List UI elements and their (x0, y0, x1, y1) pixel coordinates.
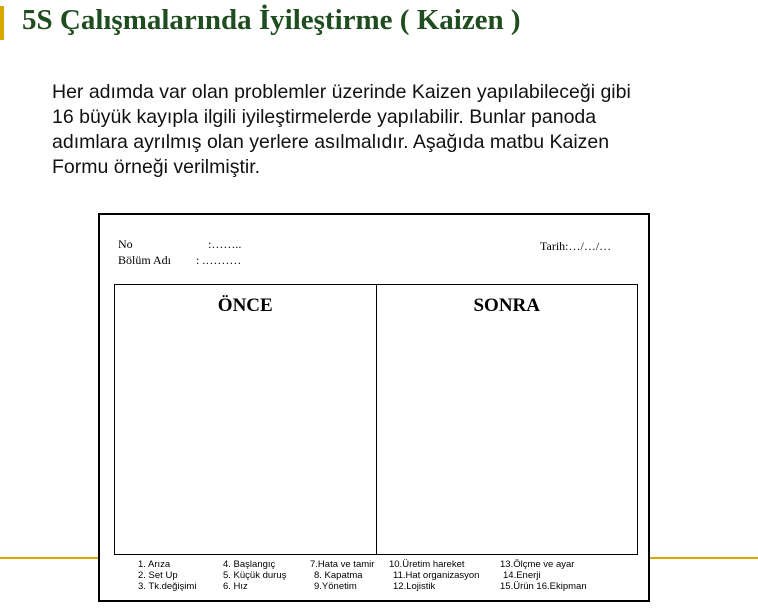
legend-item: 11.Hat organizasyon (393, 570, 480, 581)
paragraph-line: Formu örneği verilmiştir. (52, 156, 261, 178)
legend-item: 3. Tk.değişimi (138, 581, 197, 592)
legend-item: 6. Hız (223, 581, 248, 592)
form-section-value: : .……… (196, 253, 242, 267)
before-column (115, 285, 376, 554)
legend-item: 2. Set Up (138, 570, 178, 581)
after-column (376, 285, 638, 554)
before-after-grid (114, 284, 638, 555)
legend-item: 14.Enerji (503, 570, 541, 581)
kaizen-form (98, 213, 650, 602)
legend-item: 4. Başlangıç (223, 559, 276, 570)
paragraph-line: adımlara ayrılmış olan yerlere asılmalıdır. Aşağıda matbu Kaizen (52, 131, 610, 153)
divider-line-right (650, 557, 758, 559)
legend-item: 1. Arıza (138, 559, 171, 570)
legend-item: 12.Lojistik (393, 581, 436, 592)
legend-item: 15.Ürün 16.Ekipman (500, 581, 587, 592)
legend-item: 10.Üretim hareket (389, 559, 465, 570)
legend-item: 7.Hata ve tamir (310, 559, 375, 570)
title-accent-bar (0, 6, 4, 40)
slide-title: 5S Çalışmalarında İyileştirme ( Kaizen ) (22, 4, 521, 36)
paragraph-line: 16 büyük kayıpla ilgili iyileştirmelerde yapılabilir. Bunlar panoda (52, 106, 597, 128)
paragraph-line: Her adımda var olan problemler üzerinde Kaizen yapılabileceği gibi (52, 81, 631, 103)
form-no-value: :…….. (208, 237, 242, 251)
body-paragraph (52, 80, 758, 180)
divider-line-left (0, 557, 100, 559)
before-heading: ÖNCE (217, 295, 273, 316)
legend-item: 13.Ölçme ve ayar (500, 559, 575, 570)
after-heading: SONRA (473, 295, 540, 316)
legend-item: 9.Yönetim (314, 581, 357, 592)
form-no-label: No (118, 237, 133, 251)
legend-item: 8. Kapatma (314, 570, 363, 581)
form-section-label: Bölüm Adı (118, 253, 172, 267)
legend-item: 5. Küçük duruş (223, 570, 287, 581)
form-date: Tarih:…/…/… (540, 239, 612, 253)
